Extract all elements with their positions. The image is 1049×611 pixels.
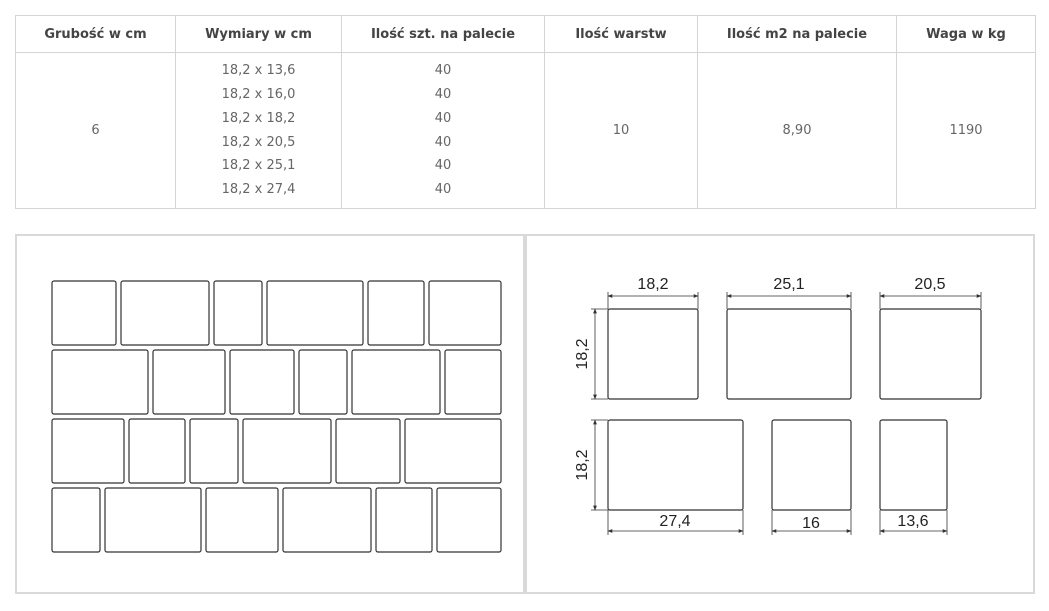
dimension-value: 18,2 x 27,4: [221, 182, 296, 198]
paver-block: [368, 281, 424, 345]
dimension-label-bottom: 27,4: [659, 513, 691, 530]
pieces-value: 40: [434, 134, 452, 150]
product-spec-table: [15, 15, 1036, 209]
thickness-cell: 6: [16, 53, 176, 209]
dimension-value: 18,2 x 25,1: [221, 158, 296, 174]
paver-block: [437, 488, 501, 552]
pieces-value: 40: [434, 110, 452, 126]
pieces-value: 40: [434, 63, 452, 79]
pieces-value: 40: [434, 86, 452, 102]
dimension-label-bottom: 16: [802, 515, 820, 532]
dimension-label-top: 25,1: [773, 276, 805, 293]
block-18-2-x-16: [772, 420, 851, 510]
header-pieces-per-pallet: Ilość szt. na palecie: [342, 16, 545, 53]
dimension-label-bottom: 13,6: [897, 513, 929, 530]
paver-block: [445, 350, 501, 414]
paver-block: [352, 350, 440, 414]
weight-cell: 1190: [897, 53, 1036, 209]
paver-block: [105, 488, 201, 552]
paver-block: [52, 281, 116, 345]
paver-block: [243, 419, 331, 483]
paver-block: [214, 281, 262, 345]
paver-block: [52, 350, 148, 414]
header-weight: Waga w kg: [897, 16, 1036, 53]
paver-block: [429, 281, 501, 345]
dimension-value: 18,2 x 18,2: [221, 110, 296, 126]
header-thickness: Grubość w cm: [16, 16, 176, 53]
header-dimensions: Wymiary w cm: [176, 16, 342, 53]
paver-block: [283, 488, 371, 552]
block-18-2-x-13-6: [880, 420, 947, 510]
dimension-value: 18,2 x 13,6: [221, 63, 296, 79]
paver-block: [405, 419, 501, 483]
paver-block: [230, 350, 294, 414]
table-header-row: [16, 16, 1036, 53]
paver-block: [52, 488, 100, 552]
paver-block: [52, 419, 124, 483]
paver-block: [206, 488, 278, 552]
pieces-value: 40: [434, 158, 452, 174]
paver-block: [121, 281, 209, 345]
header-m2-per-pallet: Ilość m2 na palecie: [698, 16, 897, 53]
dimension-value: 18,2 x 20,5: [221, 134, 296, 150]
dimension-drawing: [527, 236, 1033, 592]
pieces-cell: [342, 53, 545, 209]
paver-block: [299, 350, 347, 414]
dimension-label-height: 18,2: [574, 338, 591, 370]
paver-block: [190, 419, 238, 483]
paver-block: [129, 419, 185, 483]
paver-block: [376, 488, 432, 552]
block-18-2-x-20-5: [880, 309, 981, 399]
header-layers: Ilość warstw: [545, 16, 698, 53]
laying-pattern-panel: [15, 234, 525, 594]
paver-block: [153, 350, 225, 414]
dimension-label-height: 18,2: [574, 449, 591, 481]
paver-block: [267, 281, 363, 345]
pieces-value: 40: [434, 182, 452, 198]
block-18-2-x-18-2: [608, 309, 698, 399]
layers-cell: 10: [545, 53, 698, 209]
block-18-2-x-25-1: [727, 309, 851, 399]
table-row: [16, 53, 1036, 209]
dimension-drawing-panel: [525, 234, 1035, 594]
dimension-label-top: 20,5: [914, 276, 946, 293]
paver-block: [336, 419, 400, 483]
dimensions-cell: [176, 53, 342, 209]
block-18-2-x-27-4: [608, 420, 743, 510]
dimension-value: 18,2 x 16,0: [221, 86, 296, 102]
dimension-label-top: 18,2: [637, 276, 669, 293]
m2-cell: 8,90: [698, 53, 897, 209]
laying-pattern-drawing: [17, 236, 523, 592]
